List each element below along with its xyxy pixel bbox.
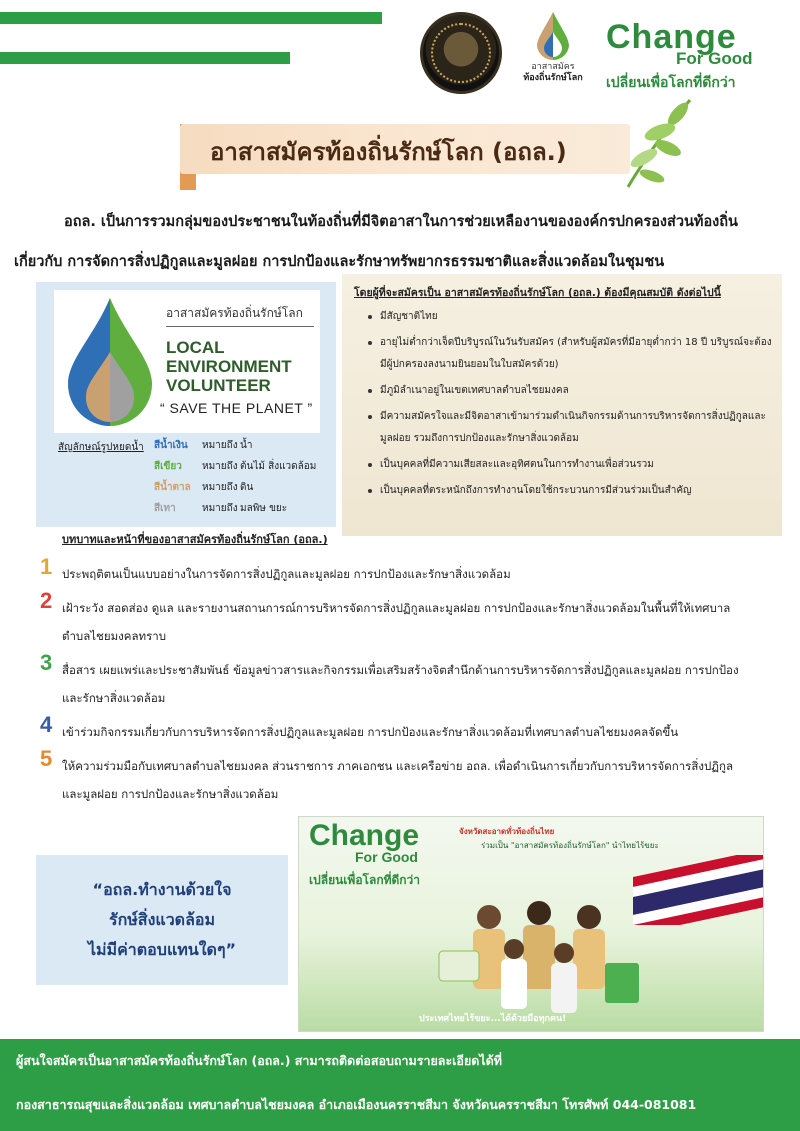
qualifications-panel [342,274,782,536]
change-logo-big: Change [606,18,737,56]
role-text: เข้าร่วมกิจกรรมเกี่ยวกับการบริหารจัดการสิ่งปฏิกูลและมูลฝอย การปกป้องและรักษาสิ่งแวดล้อมที่เทศบาลตำบลไชยมงคลจัดขึ้น [62,725,679,739]
brand-en-line1: LOCAL [166,338,225,357]
footer-line1: ผู้สนใจสมัครเป็นอาสาสมัครท้องถิ่นรักษ์โลก (อถล.) สามารถติดต่อสอบถามรายละเอียดได้ที่ [16,1053,503,1068]
poster-invite-line: ร่วมเป็น "อาสาสมัครท้องถิ่นรักษ์โลก" นำไทยไร้ขยะ [481,841,659,850]
symbol-meaning: ดิน [240,482,254,493]
role-number: 2 [40,588,53,613]
top-stripe [0,12,382,24]
symbol-meaning-word: หมายถึง [202,503,238,514]
intro-paragraph [14,202,786,282]
qualifications-list [368,306,772,506]
symbol-meaning-word: หมายถึง [202,461,238,472]
drop-logo-caption-line2: ท้องถิ่นรักษ์โลก [523,73,583,83]
brand-card [54,290,320,433]
top-stripe-short [0,52,290,64]
symbol-panel [36,282,336,527]
symbol-color-name: สีน้ำเงิน [154,440,188,451]
symbol-meaning-word: หมายถึง [202,482,238,493]
volunteer-drop-logo [518,10,588,98]
brand-en-line2: ENVIRONMENT [166,357,292,376]
thai-flag-icon [633,855,763,925]
symbol-meaning: ต้นไม้ สิ่งแวดล้อม [240,461,317,472]
change-logo-thai: เปลี่ยนเพื่อโลกที่ดีกว่า [606,75,736,91]
role-text: เฝ้าระวัง สอดส่อง ดูแล และรายงานสถานการณ์การบริหารจัดการสิ่งปฏิกูลและมูลฝอย การปกป้องและรักษาสิ่งแวดล้อมในพื้นที่ให้เทศบาลตำบลไชยมงคลทราบ [62,601,731,643]
symbol-row [154,438,252,453]
campaign-poster [298,816,764,1032]
qualification-item: มีสัญชาติไทย [368,306,772,328]
poster-change-thai: เปลี่ยนเพื่อโลกที่ดีกว่า [309,873,421,887]
symbol-label: สัญลักษณ์รูปหยดน้ำ [58,442,144,453]
leaf-branch-icon [608,92,698,192]
brand-slogan: “ SAVE THE PLANET ” [160,400,313,416]
municipality-seal-logo [420,12,502,94]
role-text: สื่อสาร เผยแพร่และประชาสัมพันธ์ ข้อมูลข่าวสารและกิจกรรมเพื่อเสริมสร้างจิตสำนึกด้านการบริหารจัดการสิ่งปฏิกูลและมูลฝอย การปกป้องและรักษาสิ่งแวดล้อม [62,663,739,705]
symbol-meaning-word: หมายถึง [202,440,238,451]
footer-line2: กองสาธารณสุขและสิ่งแวดล้อม เทศบาลตำบลไชยมงคล อำเภอเมืองนครราชสีมา จังหวัดนครราชสีมา โทรศัพท์ 044-081081 [16,1097,697,1112]
poster-top-line: จังหวัดสะอาดทั่วท้องถิ่นไทย [459,827,555,836]
qualification-item: มีความสมัครใจและมีจิตอาสาเข้ามาร่วมดำเนินกิจกรรมด้านการบริหารจัดการสิ่งปฏิกูลและมูลฝอย รวมถึงการปกป้องและรักษาสิ่งแวดล้อม [368,406,772,450]
drop-logo-caption [518,62,588,84]
symbol-row [154,480,253,495]
drop-logo-caption-line1: อาสาสมัคร [531,62,575,72]
quote-box [36,855,288,985]
symbol-row [154,459,316,474]
role-text: ประพฤติตนเป็นแบบอย่างในการจัดการสิ่งปฏิกูลและมูลฝอย การปกป้องและรักษาสิ่งแวดล้อม [62,567,511,581]
change-logo-small: For Good [676,49,753,68]
brand-en-line3: VOLUNTEER [166,376,271,395]
brand-name-thai: อาสาสมัครท้องถิ่นรักษ์โลก [166,306,303,320]
brand-english-name [166,338,292,395]
poster-change-small: For Good [355,849,418,865]
symbol-meaning: มลพิษ ขยะ [240,503,288,514]
page-title: อาสาสมัครท้องถิ่นรักษ์โลก (อถล.) [210,138,567,166]
volunteers-photo [409,887,649,1027]
brand-divider [166,326,314,327]
intro-line-1: อถล. เป็นการรวมกลุ่มของประชาชนในท้องถิ่นที่มีจิตอาสาในการช่วยเหลืองานขององค์กรปกครองส่วนท้องถิ่น [64,214,738,230]
brand-drop-icon [64,296,156,428]
quote-text [36,875,288,965]
role-text: ให้ความร่วมมือกับเทศบาลตำบลไชยมงคล ส่วนราชการ ภาคเอกชน และเครือข่าย อถล. เพื่อดำเนินการเกี่ยวกับการบริหารจัดการสิ่งปฏิกูลและมูลฝอย การปกป้องและรักษาสิ่งแวดล้อม [62,759,734,801]
symbol-color-name: สีเทา [154,503,176,514]
qualification-item: เป็นบุคคลที่มีความเสียสละและอุทิศตนในการทำงานเพื่อส่วนรวม [368,454,772,476]
quote-line1: “อถล.ทำงานด้วยใจ [92,880,232,899]
qualification-item: อายุไม่ต่ำกว่าเจ็ดปีบริบูรณ์ในวันรับสมัคร (สำหรับผู้สมัครที่มีอายุต่ำกว่า 18 ปี บริบูรณ์จะต้องมีผู้ปกครองลงนามยินยอมในใบสมัครด้วย) [368,332,772,376]
intro-line-2: เกี่ยวกับ การจัดการสิ่งปฏิกูลและมูลฝอย การปกป้องและรักษาทรัพยากรธรรมชาติและสิ่งแวดล้อมในชุมชน [14,254,665,270]
symbol-color-name: สีน้ำตาล [154,482,191,493]
change-for-good-logo [606,18,778,92]
role-number: 3 [40,650,53,675]
contact-footer [0,1039,800,1131]
quote-line2: รักษ์สิ่งแวดล้อม [108,910,216,929]
symbol-color-name: สีเขียว [154,461,182,472]
title-banner [180,124,630,174]
symbol-row [154,501,287,516]
role-number: 5 [40,746,53,771]
roles-heading: บทบาทและหน้าที่ของอาสาสมัครท้องถิ่นรักษ์โลก (อถล.) [62,533,328,546]
role-number: 1 [40,554,53,579]
poster-bottom-line: ประเทศไทยไร้ขยะ...ได้ด้วยมือทุกคน! [419,1014,567,1024]
qualification-item: มีภูมิลำเนาอยู่ในเขตเทศบาลตำบลไชยมงคล [368,380,772,402]
symbol-meaning: น้ำ [240,440,253,451]
quote-line3: ไม่มีค่าตอบแทนใดๆ” [87,940,237,959]
role-number: 4 [40,712,53,737]
poster-change-big: Change [309,819,420,852]
water-drop-icon [533,10,573,62]
qualification-item: เป็นบุคคลที่ตระหนักถึงการทำงานโดยใช้กระบวนการมีส่วนร่วมเป็นสำคัญ [368,480,772,502]
qualifications-heading: โดยผู้ที่จะสมัครเป็น อาสาสมัครท้องถิ่นรักษ์โลก (อถล.) ต้องมีคุณสมบัติ ดังต่อไปนี้ [354,287,721,299]
